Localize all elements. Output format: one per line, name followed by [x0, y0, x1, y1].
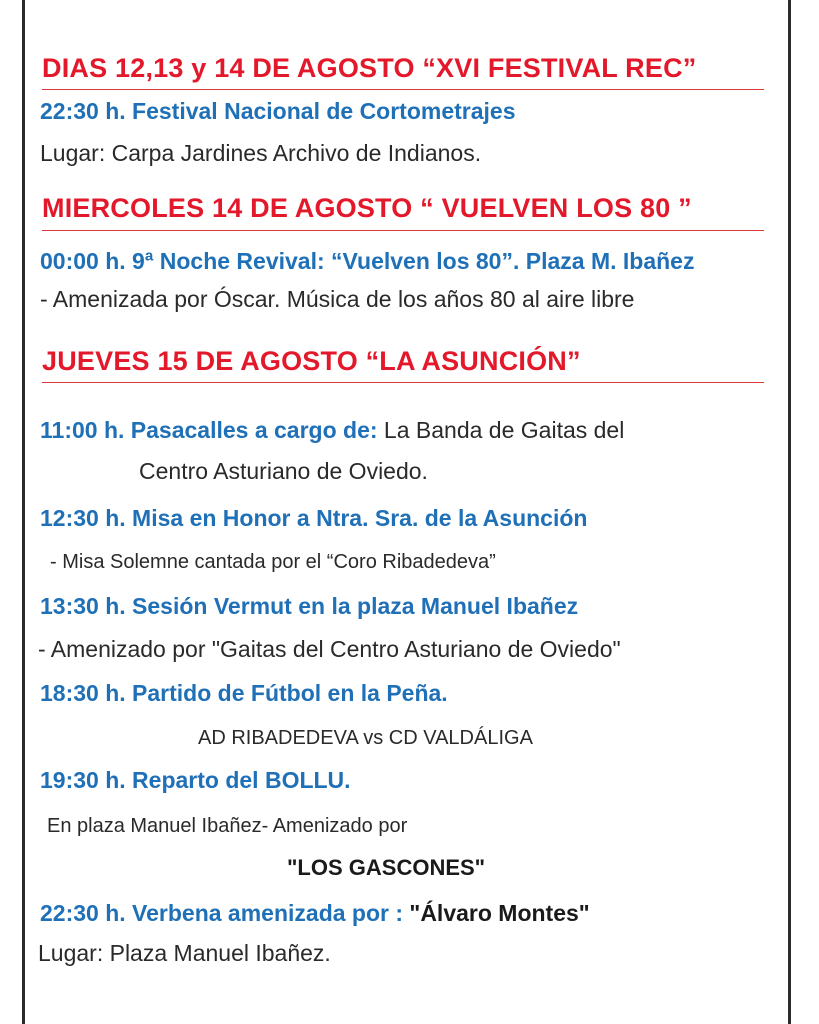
- event-pasacalles-cont: Centro Asturiano de Oviedo.: [139, 458, 428, 484]
- place-archivo-indianos: Lugar: Carpa Jardines Archivo de Indianos.: [40, 140, 482, 166]
- event-verbena-time: 22:30 h. Verbena amenizada por :: [40, 900, 410, 926]
- detail-bollu: En plaza Manuel Ibañez- Amenizado por: [47, 815, 408, 837]
- heading-asuncion: JUEVES 15 DE AGOSTO “LA ASUNCIÓN”: [42, 346, 581, 376]
- event-bollu: 19:30 h. Reparto del BOLLU.: [40, 767, 351, 793]
- detail-misa: - Misa Solemne cantada por el “Coro Ribadedeva”: [50, 551, 496, 573]
- event-noche-revival: 00:00 h. 9ª Noche Revival: “Vuelven los 80”. Plaza M. Ibañez: [40, 248, 695, 274]
- right-border: [788, 0, 791, 1024]
- detail-oscar: - Amenizada por Óscar. Música de los años 80 al aire libre: [40, 286, 635, 312]
- event-pasacalles: [40, 417, 624, 444]
- heading-rule: [42, 89, 764, 90]
- event-misa: 12:30 h. Misa en Honor a Ntra. Sra. de la Asunción: [40, 505, 588, 531]
- place-plaza-ibanez: Lugar: Plaza Manuel Ibañez.: [38, 940, 331, 966]
- detail-vermut: - Amenizado por "Gaitas del Centro Asturiano de Oviedo": [38, 636, 621, 662]
- event-cortometrajes: 22:30 h. Festival Nacional de Cortometrajes: [40, 98, 516, 124]
- event-futbol: 18:30 h. Partido de Fútbol en la Peña.: [40, 680, 448, 706]
- detail-futbol-teams: AD RIBADEDEVA vs CD VALDÁLIGA: [198, 727, 533, 749]
- heading-vuelven-80: MIERCOLES 14 DE AGOSTO “ VUELVEN LOS 80 ”: [42, 193, 692, 223]
- event-verbena-artist: "Álvaro Montes": [409, 900, 590, 926]
- left-border: [22, 0, 25, 1024]
- event-pasacalles-band: La Banda de Gaitas del: [377, 417, 625, 443]
- event-vermut: 13:30 h. Sesión Vermut en la plaza Manuel Ibañez: [40, 593, 579, 619]
- event-pasacalles-time: 11:00 h. Pasacalles a cargo de:: [40, 417, 378, 443]
- band-los-gascones: "LOS GASCONES": [287, 855, 486, 880]
- event-verbena: [40, 900, 590, 927]
- heading-rule: [42, 382, 764, 383]
- heading-rule: [42, 230, 764, 231]
- heading-festival-rec: DIAS 12,13 y 14 DE AGOSTO “XVI FESTIVAL REC”: [42, 53, 697, 83]
